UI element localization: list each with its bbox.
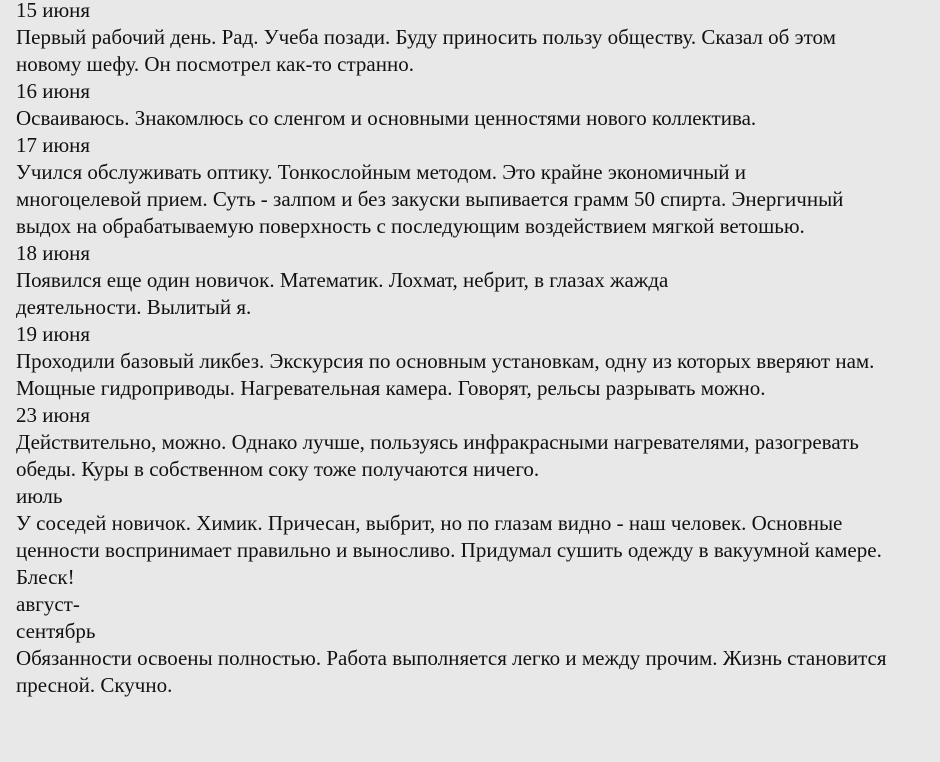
entry-date: август- bbox=[16, 592, 80, 616]
diary-entry bbox=[16, 240, 931, 321]
entry-date: сентябрь bbox=[16, 619, 96, 643]
entry-date: 17 июня bbox=[16, 133, 91, 157]
entry-text: Проходили базовый ликбез. Экскурсия по основным установкам, одну из которых вверяют нам. Мощные гидроприводы. Нагревательная камера. Говорят, рельсы разрывать можно. bbox=[16, 349, 875, 400]
entry-text: Обязанности освоены полностью. Работа выполняется легко и между прочим. Жизнь становится пресной. Скучно. bbox=[16, 646, 887, 697]
diary-entry bbox=[16, 321, 931, 402]
diary-entry bbox=[16, 402, 931, 483]
entry-date: 16 июня bbox=[16, 79, 91, 103]
entry-text: Первый рабочий день. Рад. Учеба позади. Буду приносить пользу обществу. Сказал об этом новому шефу. Он посмотрел как-то странно. bbox=[16, 25, 836, 76]
diary-entry bbox=[16, 132, 931, 240]
entry-text: Действительно, можно. Однако лучше, пользуясь инфракрасными нагревателями, разогревать обеды. Куры в собственном соку тоже получаются ничего. bbox=[16, 430, 859, 481]
entry-text: Осваиваюсь. Знакомлюсь со сленгом и основными ценностями нового коллектива. bbox=[16, 106, 757, 130]
entry-date: 15 июня bbox=[16, 0, 91, 22]
diary-document bbox=[16, 0, 931, 699]
entry-date: 23 июня bbox=[16, 403, 91, 427]
diary-entry bbox=[16, 483, 931, 591]
entry-date: июль bbox=[16, 484, 63, 508]
entry-text: У соседей новичок. Химик. Причесан, выбрит, но по глазам видно - наш человек. Основные ценности воспринимает правильно и выносливо. Придумал сушить одежду в вакуумной камере. Блеск! bbox=[16, 511, 882, 589]
entry-text: Появился еще один новичок. Математик. Лохмат, небрит, в глазах жажда деятельности. Вылитый я. bbox=[16, 268, 669, 319]
diary-entry bbox=[16, 591, 931, 699]
diary-entry bbox=[16, 0, 931, 78]
entry-date: 19 июня bbox=[16, 322, 91, 346]
entry-text: Учился обслуживать оптику. Тонкослойным методом. Это крайне экономичный и многоцелевой прием. Суть - залпом и без закуски выпивается грамм 50 спирта. Энергичный выдох на обрабатываемую поверхность с последующим воздействием мягкой ветошью. bbox=[16, 160, 844, 238]
diary-entry bbox=[16, 78, 931, 132]
entry-date: 18 июня bbox=[16, 241, 91, 265]
